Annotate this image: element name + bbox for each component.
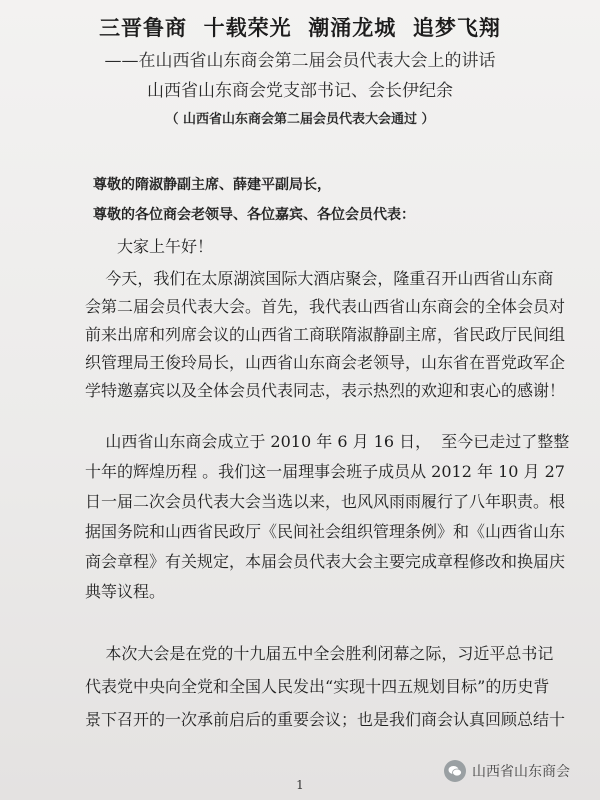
- paragraph-line: 景下召开的一次承前启后的重要会议；也是我们商会认真回顾总结十: [85, 710, 566, 729]
- paragraph-line: 十年的辉煌历程 。我们这一届理事会班子成员从 2012 年 10 月 27: [85, 462, 565, 481]
- document-author: 山西省山东商会党支部书记、会长伊纪余: [147, 81, 453, 101]
- paragraph-line: 前来出席和列席会议的山西省工商联隋淑静副主席，省民政厅民间组: [85, 325, 566, 344]
- watermark-text: 山西省山东商会: [472, 764, 570, 780]
- paragraph-line: 典等议程。: [85, 582, 166, 601]
- paragraph-line: 山西省山东商会成立于 2010 年 6 月 16 日， 至今已走过了整整: [85, 432, 570, 451]
- paragraph-line: 商会章程》有关规定，本届会员代表大会主要完成章程修改和换届庆: [85, 552, 566, 571]
- paragraph-3: [85, 637, 566, 736]
- page-number: 1: [296, 778, 304, 792]
- paragraph-line: 学特邀嘉宾以及全体会员代表同志，表示热烈的欢迎和衷心的感谢！: [85, 381, 566, 400]
- document-subtitle: ——在山西省山东商会第二届会员代表大会上的讲话: [104, 51, 496, 71]
- paragraph-line: 本次大会是在党的十九届五中全会胜利闭幕之际，习近平总书记: [85, 644, 554, 663]
- paragraph-line: 织管理局王俊玲局长，山西省山东商会老领导，山东省在晋党政军企: [85, 353, 566, 372]
- document-title: 三晋鲁商 十载荣光 潮涌龙城 追梦飞翔: [99, 16, 501, 40]
- greeting-text: 大家上午好！: [117, 237, 214, 256]
- paragraph-line: 日一届二次会员代表大会当选以来，也风风雨雨履行了八年职责。根: [85, 492, 566, 511]
- watermark: [444, 760, 570, 782]
- wechat-icon: [444, 760, 466, 782]
- adoption-note: （ 山西省山东商会第二届会员代表大会通过 ）: [165, 112, 435, 127]
- salutation-line-1: 尊敬的隋淑静副主席、薛建平副局长，: [93, 177, 331, 193]
- paragraph-line: 代表党中央向全党和全国人民发出“实现十四五规划目标”的历史背: [85, 677, 550, 696]
- greeting: [85, 233, 563, 261]
- paragraph-2: [85, 427, 570, 607]
- paragraph-line: 据国务院和山西省民政厅《民间社会组织管理条例》和《山西省山东: [85, 522, 566, 541]
- paragraph-line: 会第二届会员代表大会。首先，我代表山西省山东商会的全体会员对: [85, 297, 566, 316]
- salutation-line-2: 尊敬的各位商会老领导、各位嘉宾、各位会员代表：: [93, 207, 415, 223]
- paragraph-line: 今天，我们在太原湖滨国际大酒店聚会，隆重召开山西省山东商: [85, 269, 554, 288]
- paragraph-1: [85, 265, 566, 405]
